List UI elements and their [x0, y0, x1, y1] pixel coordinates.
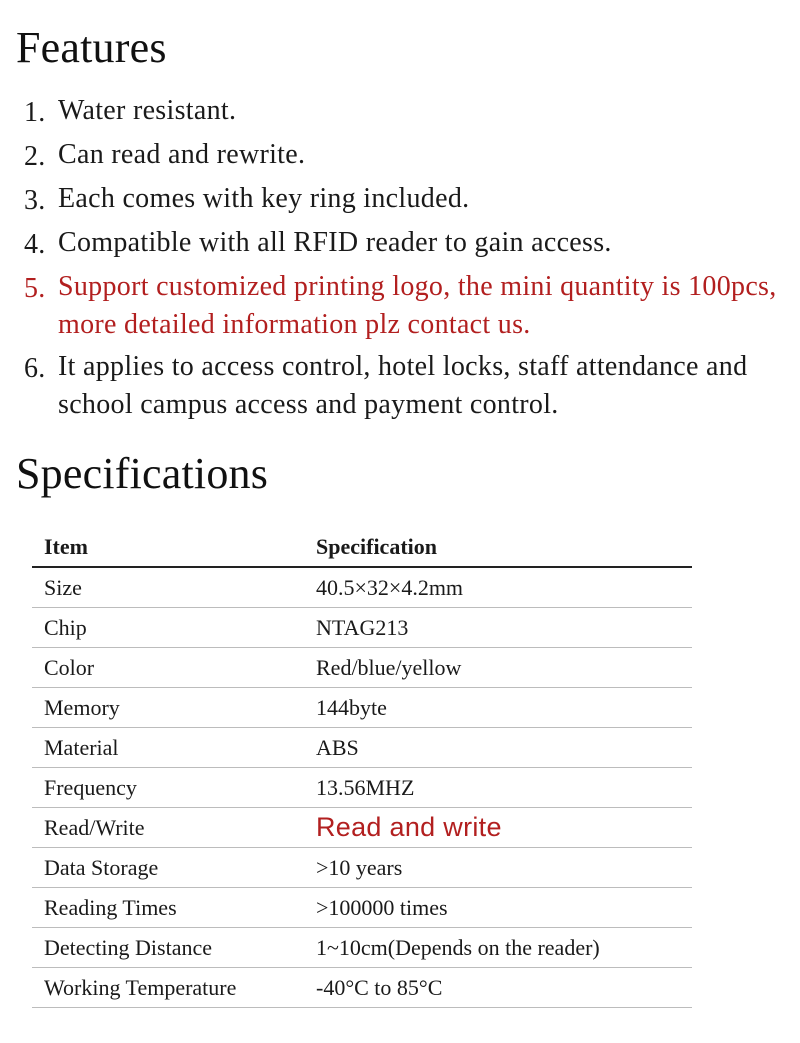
feature-item [24, 136, 794, 176]
row-spec: -40°C to 85°C [304, 968, 692, 1008]
row-spec: 40.5×32×4.2mm [304, 567, 692, 608]
feature-number: 6. [24, 353, 46, 384]
table-row [32, 848, 692, 888]
table-row [32, 808, 692, 848]
table-row [32, 648, 692, 688]
feature-item [24, 348, 794, 424]
feature-number: 4. [24, 229, 46, 260]
column-header-item: Item [32, 528, 304, 567]
feature-text: Can read and rewrite. [58, 139, 306, 170]
feature-number: 1. [24, 97, 46, 128]
feature-item [24, 92, 794, 132]
feature-item-highlight [24, 268, 794, 344]
features-list [24, 92, 794, 428]
feature-text: Compatible with all RFID reader to gain access. [58, 227, 612, 258]
table-row [32, 608, 692, 648]
feature-text: Support customized printing logo, the mini quantity is 100pcs, more detailed information plz contact us. [58, 271, 777, 340]
table-row [32, 968, 692, 1008]
feature-number: 5. [24, 273, 46, 304]
row-spec: Red/blue/yellow [304, 648, 692, 688]
row-spec: >10 years [304, 848, 692, 888]
row-item: Reading Times [32, 888, 304, 928]
feature-item [24, 180, 794, 220]
row-spec-highlight: Read and write [304, 808, 692, 848]
row-item: Memory [32, 688, 304, 728]
row-spec: NTAG213 [304, 608, 692, 648]
row-item: Chip [32, 608, 304, 648]
row-item: Working Temperature [32, 968, 304, 1008]
feature-text: Water resistant. [58, 95, 237, 126]
feature-number: 3. [24, 185, 46, 216]
row-spec: 13.56MHZ [304, 768, 692, 808]
table-row [32, 768, 692, 808]
table-row [32, 567, 692, 608]
specifications-heading: Specifications [16, 449, 269, 498]
row-spec: >100000 times [304, 888, 692, 928]
features-heading: Features [16, 23, 167, 72]
feature-text: It applies to access control, hotel locks, staff attendance and school campus access and payment control. [58, 351, 748, 420]
table-row [32, 928, 692, 968]
row-spec: 1~10cm(Depends on the reader) [304, 928, 692, 968]
table-header-row [32, 528, 692, 567]
table-row [32, 888, 692, 928]
row-spec: ABS [304, 728, 692, 768]
table-row [32, 728, 692, 768]
feature-text: Each comes with key ring included. [58, 183, 470, 214]
row-item: Material [32, 728, 304, 768]
row-item: Data Storage [32, 848, 304, 888]
row-item: Read/Write [32, 808, 304, 848]
row-spec: 144byte [304, 688, 692, 728]
specifications-table [32, 528, 692, 1008]
column-header-specification: Specification [304, 528, 692, 567]
row-item: Size [32, 567, 304, 608]
table-row [32, 688, 692, 728]
feature-number: 2. [24, 141, 46, 172]
feature-item [24, 224, 794, 264]
row-item: Color [32, 648, 304, 688]
row-item: Detecting Distance [32, 928, 304, 968]
row-item: Frequency [32, 768, 304, 808]
